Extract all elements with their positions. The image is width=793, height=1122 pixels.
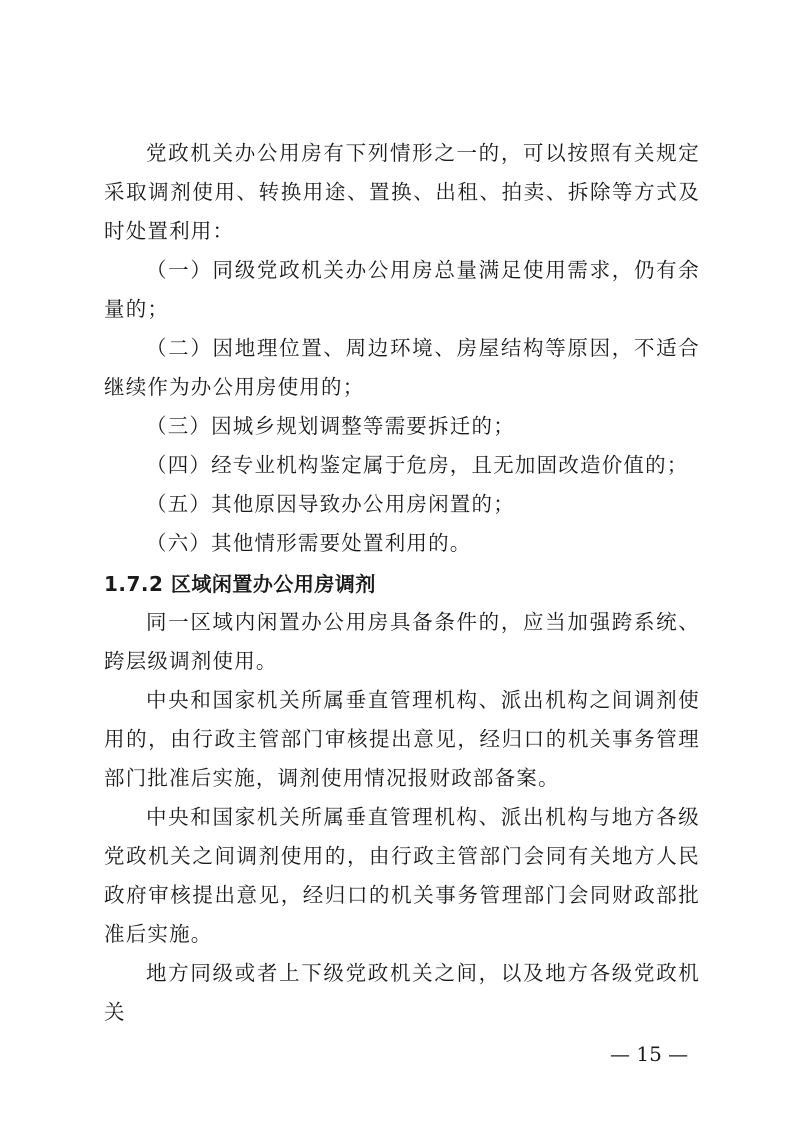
paragraph: 党政机关办公用房有下列情形之一的，可以按照有关规定采取调剂使用、转换用途、置换、出租、拍卖、拆除等方式及时处置利用： (104, 141, 700, 243)
paragraph: 中央和国家机关所属垂直管理机构、派出机构与地方各级党政机关之间调剂使用的，由行政主管部门会同有关地方人民政府审核提出意见，经归口的机关事务管理部门会同财政部批准后实施。 (104, 805, 700, 946)
list-item: （四）经专业机构鉴定属于危房，且无加固改造价值的； (146, 453, 689, 477)
page-number: — 15 — (610, 1042, 689, 1066)
list-item: （五）其他原因导致办公用房闲置的； (146, 492, 515, 516)
list-item: （一）同级党政机关办公用房总量满足使用需求，仍有余量的； (104, 258, 700, 321)
list-item: （三）因城乡规划调整等需要拆迁的； (146, 414, 515, 438)
document-body (104, 134, 700, 1032)
list-item: （二）因地理位置、周边环境、房屋结构等原因，不适合继续作为办公用房使用的； (104, 336, 700, 399)
paragraph: 中央和国家机关所属垂直管理机构、派出机构之间调剂使用的，由行政主管部门审核提出意见，经归口的机关事务管理部门批准后实施，调剂使用情况报财政部备案。 (104, 688, 700, 790)
section-heading: 1.7.2 区域闲置办公用房调剂 (104, 572, 376, 596)
paragraph: 地方同级或者上下级党政机关之间，以及地方各级党政机关 (104, 961, 700, 1024)
list-item: （六）其他情形需要处置利用的。 (146, 531, 472, 555)
paragraph: 同一区域内闲置办公用房具备条件的，应当加强跨系统、跨层级调剂使用。 (104, 610, 700, 673)
